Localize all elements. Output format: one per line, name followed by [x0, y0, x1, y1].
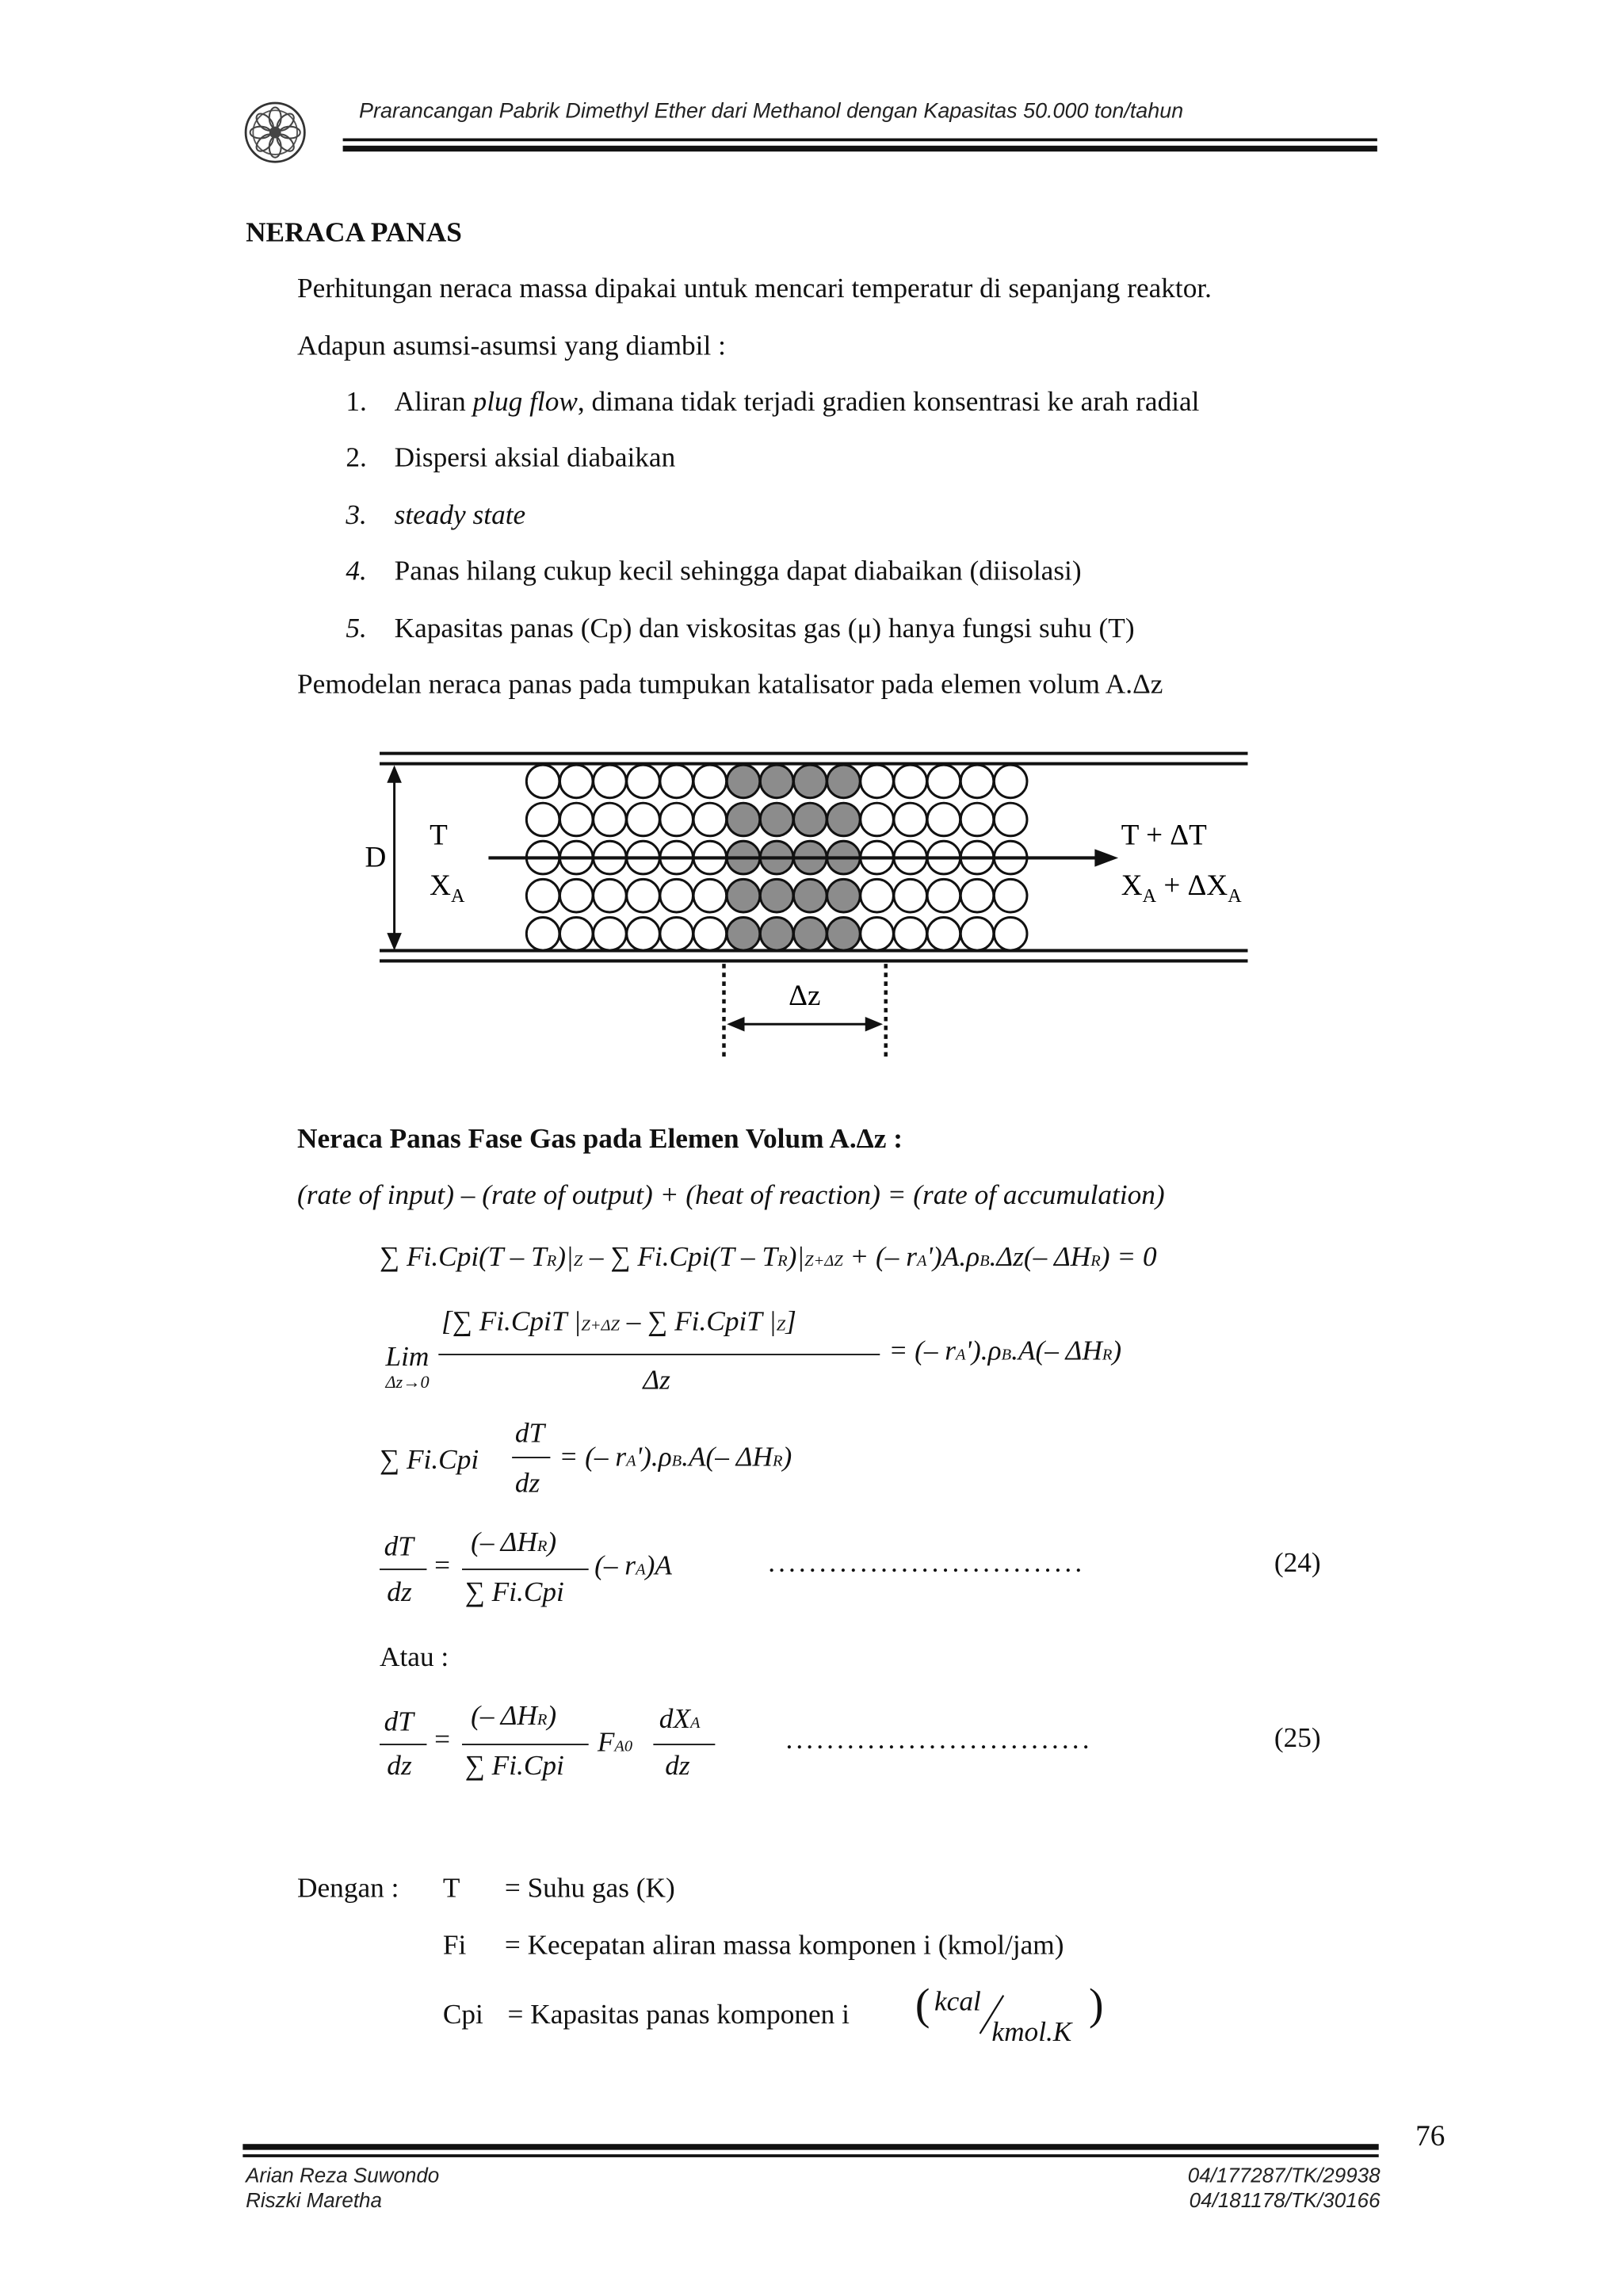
definition-symbol: Fi [442, 1930, 467, 1962]
catalyst-particle-shaded [794, 765, 827, 798]
footer-student-id-2: 04/181178/TK/30166 [1189, 2187, 1381, 2212]
label-diameter: D [365, 841, 387, 874]
university-logo [242, 100, 307, 165]
page-number: 76 [1415, 2120, 1445, 2153]
catalyst-particle [861, 765, 894, 798]
catalyst-particle [627, 917, 660, 950]
catalyst-particle-shaded [827, 803, 861, 836]
equation-1: ∑ Fi.Cpi(T – TR)|Z – ∑ Fi.Cpi(T – TR)|Z+ΔZ + (– rA')A.ρB.Δz(– ΔHR) = 0 [380, 1242, 1157, 1274]
catalyst-particle [960, 803, 994, 836]
catalyst-particle [594, 917, 627, 950]
definition-symbol: Cpi [442, 2000, 483, 2031]
label-temperature-out: T + ΔT [1121, 819, 1207, 852]
header-rule-thick [343, 146, 1377, 151]
rhs-denominator: ∑ Fi.Cpi [464, 1577, 564, 1609]
assumption-item: Panas hilang cukup kecil sehingga dapat diabaikan (diisolasi) [394, 556, 1082, 587]
catalyst-particle-shaded [760, 765, 793, 798]
assumption-number: 1. [346, 387, 367, 418]
equation-number: (24) [1274, 1548, 1321, 1580]
catalyst-particle [660, 879, 693, 912]
rate-term: (– rA)A [594, 1550, 672, 1582]
rhs-numerator: (– ΔHR) [471, 1527, 557, 1559]
diameter-arrowhead-top [387, 765, 402, 782]
dot-leader: .............................. [785, 1725, 1093, 1756]
catalyst-particle [994, 765, 1027, 798]
catalyst-particle [594, 879, 627, 912]
unit-bracket-left: ( [915, 1981, 930, 2030]
footer-rule-thin [242, 2154, 1378, 2157]
fraction-bar [380, 1744, 426, 1745]
catalyst-particle-shaded [727, 917, 760, 950]
conversion-numerator: dXA [659, 1704, 701, 1736]
catalyst-particle [627, 765, 660, 798]
catalyst-particle [894, 879, 927, 912]
catalyst-particle-shaded [827, 765, 861, 798]
label-conversion-out: $X_A + \Delta X_A$ [1121, 869, 1242, 907]
catalyst-particle [927, 917, 960, 950]
fraction-bar [380, 1568, 426, 1570]
lhs-numerator: dT [384, 1531, 414, 1563]
header-title: Prarancangan Pabrik Dimethyl Ether dari Methanol dengan Kapasitas 50.000 ton/tahun [359, 100, 1184, 124]
catalyst-particle [693, 765, 727, 798]
catalyst-particle [994, 803, 1027, 836]
unit-numerator: kcal [934, 1986, 981, 2018]
catalyst-particle [994, 879, 1027, 912]
rhs-denominator: ∑ Fi.Cpi [464, 1751, 564, 1782]
limit-denominator: Δz [643, 1366, 670, 1397]
catalyst-particle-shaded [827, 917, 861, 950]
fraction-bar [462, 1744, 589, 1745]
catalyst-particle [559, 879, 593, 912]
catalyst-particle [660, 803, 693, 836]
catalyst-particle [894, 917, 927, 950]
assumption-item: Kapasitas panas (Cp) dan viskositas gas (μ) hanya fungsi suhu (T) [394, 613, 1135, 645]
catalyst-particle [627, 879, 660, 912]
limit-rhs: = (– rA').ρB.A(– ΔHR) [888, 1335, 1122, 1367]
assumption-number: 3. [346, 500, 367, 532]
limit-numerator: [∑ Fi.CpiT |Z+ΔZ – ∑ Fi.CpiT |Z] [441, 1306, 796, 1338]
derivative-numerator: dT [514, 1418, 545, 1450]
catalyst-particle [927, 803, 960, 836]
equals-sign: = [432, 1725, 452, 1756]
catalyst-particle [861, 879, 894, 912]
catalyst-particle [526, 803, 559, 836]
conversion-denominator: dz [665, 1751, 690, 1782]
catalyst-particle-shaded [760, 917, 793, 950]
catalyst-particle-shaded [760, 803, 793, 836]
catalyst-particle-shaded [727, 803, 760, 836]
catalyst-particle [693, 803, 727, 836]
equals-sign: = [432, 1550, 452, 1582]
assumption-item: Aliran plug flow, dimana tidak terjadi gradien konsentrasi ke arah radial [394, 387, 1200, 418]
rhs-numerator: (– ΔHR) [471, 1701, 557, 1733]
equation-number: (25) [1274, 1723, 1321, 1755]
label-element-length: Δz [789, 980, 821, 1013]
catalyst-particle [894, 765, 927, 798]
fraction-bar [653, 1744, 715, 1745]
catalyst-particle [526, 917, 559, 950]
footer-student-id-1: 04/177287/TK/29938 [1187, 2163, 1381, 2187]
unit-bracket-right: ) [1088, 1981, 1104, 2030]
catalyst-particle [660, 917, 693, 950]
catalyst-particle [927, 765, 960, 798]
catalyst-particle [894, 803, 927, 836]
catalyst-particle [960, 917, 994, 950]
catalyst-particle [660, 765, 693, 798]
footer-author-2: Riszki Maretha [246, 2187, 382, 2212]
assumption-item: Dispersi aksial diabaikan [394, 442, 676, 474]
catalyst-particle-shaded [794, 917, 827, 950]
section-title: NERACA PANAS [246, 217, 462, 249]
catalyst-particle [559, 803, 593, 836]
balance-statement: (rate of input) – (rate of output) + (heat of reaction) = (rate of accumulation) [297, 1180, 1165, 1212]
label-conversion-in: $X_A$ [430, 869, 465, 907]
definitions-lead: Dengan : [297, 1873, 399, 1904]
unit-denominator: kmol.K [991, 2017, 1072, 2049]
limit-condition: Δz→0 [385, 1371, 430, 1392]
flow-arrowhead [1094, 849, 1118, 866]
catalyst-particle-shaded [794, 879, 827, 912]
definition-symbol: T [442, 1873, 460, 1904]
catalyst-particle [594, 765, 627, 798]
packed-bed-diagram [353, 735, 1266, 1067]
dot-leader: ............................... [768, 1548, 1086, 1580]
assumption-number: 2. [346, 442, 367, 474]
catalyst-particle-shaded [794, 803, 827, 836]
fraction-bar [438, 1354, 880, 1355]
catalyst-particle [927, 879, 960, 912]
catalyst-particle [627, 803, 660, 836]
catalyst-particle [526, 879, 559, 912]
limit-operator: Lim [385, 1342, 430, 1373]
assumption-number: 4. [346, 556, 367, 587]
footer-author-1: Arian Reza Suwondo [246, 2163, 440, 2187]
subsection-title: Neraca Panas Fase Gas pada Elemen Volum A.Δz : [297, 1124, 903, 1156]
equation-3-rhs: = (– rA').ρB.A(– ΔHR) [559, 1442, 792, 1473]
assumption-number: 5. [346, 613, 367, 645]
model-description: Pemodelan neraca panas pada tumpukan katalisator pada elemen volum A.Δz [297, 669, 1163, 701]
definition-text: = Suhu gas (K) [504, 1873, 675, 1904]
fraction-bar [462, 1568, 589, 1570]
assumption-item: steady state [394, 500, 526, 532]
catalyst-particle [693, 917, 727, 950]
lhs-denominator: dz [387, 1577, 412, 1609]
equation-3-lhs: ∑ Fi.Cpi [380, 1445, 479, 1477]
catalyst-particle [693, 879, 727, 912]
lhs-denominator: dz [387, 1751, 412, 1782]
header-rule-thin [343, 139, 1377, 142]
diameter-arrowhead-bottom [387, 933, 402, 950]
catalyst-particle [960, 765, 994, 798]
feed-rate: FA0 [597, 1727, 633, 1759]
catalyst-particle-shaded [727, 765, 760, 798]
catalyst-particle [861, 803, 894, 836]
catalyst-particle [594, 803, 627, 836]
catalyst-particle [960, 879, 994, 912]
catalyst-particle [526, 765, 559, 798]
derivative-denominator: dz [514, 1468, 540, 1499]
fraction-bar [512, 1457, 550, 1458]
catalyst-particle [559, 917, 593, 950]
footer-rule-thick [242, 2144, 1378, 2149]
catalyst-particle [994, 917, 1027, 950]
element-arrowhead-right [865, 1017, 883, 1032]
catalyst-particle-shaded [827, 879, 861, 912]
element-arrowhead-left [727, 1017, 744, 1032]
definition-text: = Kecepatan aliran massa komponen i (kmol/jam) [504, 1930, 1064, 1962]
catalyst-particle-shaded [727, 879, 760, 912]
intro-line-1: Perhitungan neraca massa dipakai untuk mencari temperatur di sepanjang reaktor. [297, 273, 1212, 305]
definition-text: = Kapasitas panas komponen i [507, 2000, 850, 2031]
catalyst-particle [559, 765, 593, 798]
intro-line-2: Adapun asumsi-asumsi yang diambil : [297, 330, 726, 362]
lhs-numerator: dT [384, 1706, 414, 1738]
catalyst-particle [861, 917, 894, 950]
alternative-label: Atau : [380, 1642, 449, 1674]
label-temperature-in: T [430, 819, 448, 852]
catalyst-particle-shaded [760, 879, 793, 912]
